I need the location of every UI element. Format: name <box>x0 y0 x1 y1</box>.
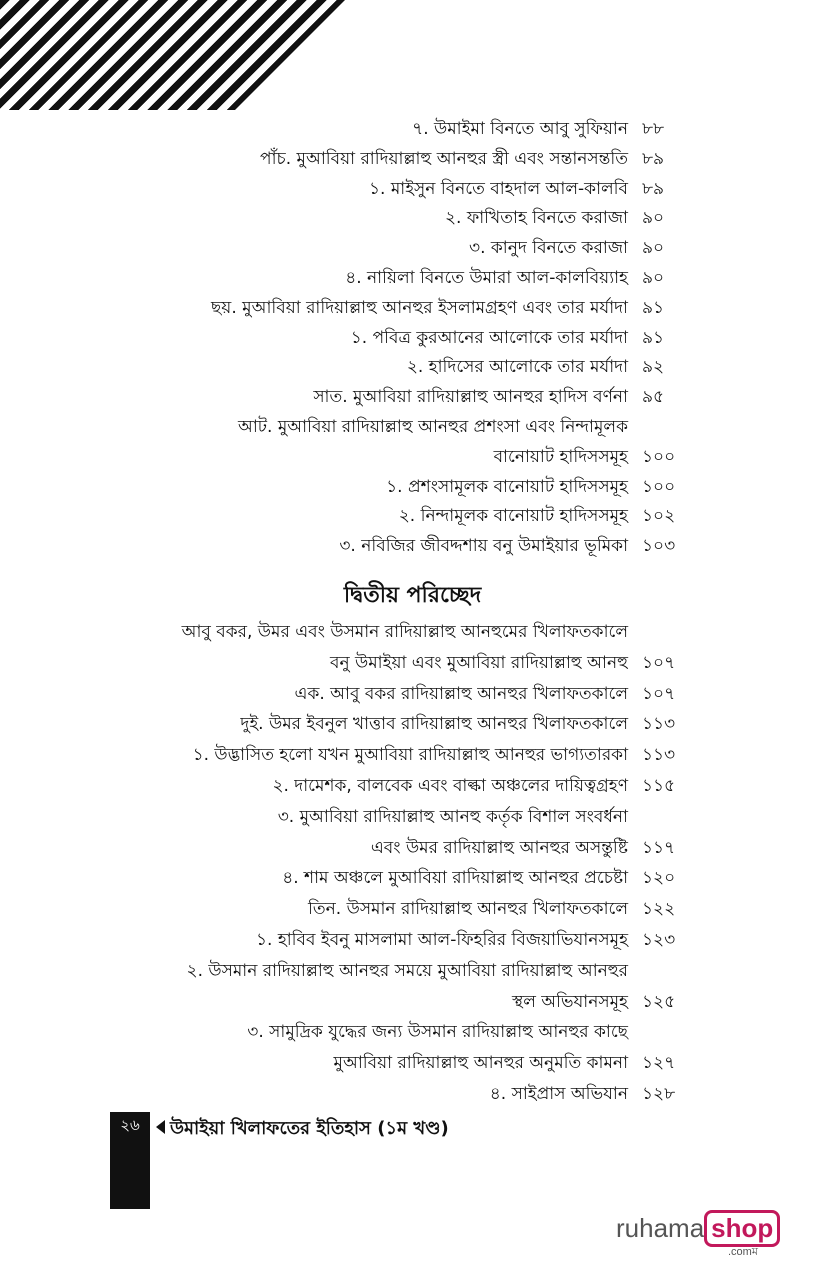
toc-entry-page: ১০৭ <box>642 683 676 704</box>
toc-entry <box>100 1080 692 1110</box>
toc-entry-title: বনু উমাইয়া এবং মুআবিয়া রাদিয়াল্লাহু আনহু <box>329 652 628 673</box>
toc-entry <box>100 649 692 679</box>
toc-entry <box>100 772 692 802</box>
toc-entry-title: এবং উমর রাদিয়াল্লাহু আনহুর অসন্তুষ্টি <box>370 837 628 858</box>
toc-entry-title: ৭. উমাইমা বিনতে আবু সুফিয়ান <box>412 119 628 139</box>
toc-entry-title: এক. আবু বকর রাদিয়াল্লাহু আনহুর খিলাফতকালে <box>294 683 628 704</box>
footer-page-number: ২৬ <box>120 1116 140 1134</box>
toc-entry-page: ৮৯ <box>642 148 665 169</box>
toc-entry-page: ৯২ <box>642 357 665 378</box>
toc-entry-title: ২. নিন্দামূলক বানোয়াট হাদিসসমূহ <box>398 506 628 527</box>
toc-entry-title: ৪. সাইপ্রাস অভিযান <box>489 1084 628 1104</box>
toc-entry-title: আট. মুআবিয়া রাদিয়াল্লাহু আনহুর প্রশংসা এবং নিন্দামূলক <box>237 417 628 437</box>
toc-entry <box>100 502 692 532</box>
toc-entry <box>100 443 692 473</box>
toc-entry-page: ৮৯ <box>642 178 665 199</box>
toc-entry <box>100 294 692 324</box>
footer-book-title: উমাইয়া খিলাফতের ইতিহাস (১ম খণ্ড) <box>170 1118 449 1139</box>
toc-entry-page: ৯০ <box>642 208 665 229</box>
toc-entry-title: ২. দামেশক, বালবেক এবং বাল্কা অঞ্চলের দায়িত্বগ্রহণ <box>272 776 628 796</box>
toc-entry <box>100 353 692 383</box>
brand-name-part1: ruhama <box>616 1213 705 1243</box>
toc-entry <box>100 834 692 864</box>
toc-entry <box>100 175 692 205</box>
toc-entry-title: মুআবিয়া রাদিয়াল্লাহু আনহুর অনুমতি কামনা <box>333 1053 628 1074</box>
toc-entry <box>100 532 692 562</box>
toc-entry-title: ৩. কানুদ বিনতে করাজা <box>469 238 628 259</box>
toc-entry-page: ১০০ <box>642 446 676 467</box>
toc-entry-page: ১২৮ <box>642 1084 676 1104</box>
toc-entry <box>100 264 692 294</box>
toc-entry-title: তিন. উসমান রাদিয়াল্লাহু আনহুর খিলাফতকালে <box>308 899 628 920</box>
toc-entry-page: ১০০ <box>642 476 676 497</box>
brand-logo <box>616 1210 780 1247</box>
toc-entry <box>100 618 692 648</box>
toc-entry-page: ১২৩ <box>642 930 676 950</box>
toc-entry <box>100 115 692 145</box>
toc-entry-title: আবু বকর, উমর এবং উসমান রাদিয়াল্লাহু আনহুমের খিলাফতকালে <box>181 622 628 642</box>
toc-entry <box>100 926 692 956</box>
toc-entry <box>100 680 692 710</box>
toc-entry-title: ১. মাইসুন বিনতে বাহদাল আল-কালবি <box>369 178 628 199</box>
toc-entry <box>100 413 692 443</box>
toc-entry <box>100 988 692 1018</box>
toc-entry-page: ১০৩ <box>642 536 676 557</box>
toc-entry-page: ১০২ <box>642 506 676 527</box>
toc-entry <box>100 234 692 264</box>
toc-entry-page: ৯০ <box>642 268 665 288</box>
toc-entry <box>100 710 692 740</box>
toc-entry <box>100 145 692 175</box>
toc-entry-page: ১১৩ <box>642 714 676 735</box>
toc-entry-page: ১২৭ <box>642 1053 676 1074</box>
brand-suffix: .comম <box>728 1246 758 1258</box>
toc-entry-page: ৯১ <box>642 297 665 318</box>
decorative-stripes <box>0 0 345 110</box>
toc-entry-page: ১০৭ <box>642 652 676 673</box>
toc-entry-page: ১২২ <box>642 899 676 920</box>
toc-entry-title: ৩. মুআবিয়া রাদিয়াল্লাহু আনহু কর্তৃক বিশাল সংবর্ধনা <box>277 806 628 827</box>
brand-name-part2: shop <box>704 1210 780 1247</box>
toc-entry <box>100 803 692 833</box>
toc-entry-title: ১. হাবিব ইবনু মাসলামা আল-ফিহরির বিজয়াভিযানসমূহ <box>255 930 628 950</box>
toc-entry-title: ২. হাদিসের আলোকে তার মর্যাদা <box>406 357 628 378</box>
toc-entry-title: সাত. মুআবিয়া রাদিয়াল্লাহু আনহুর হাদিস বর্ণনা <box>313 387 628 408</box>
toc-entry-title: ৪. নায়িলা বিনতে উমারা আল-কালবিয়্যাহ <box>345 268 628 288</box>
toc-entry <box>100 324 692 354</box>
toc-entry-page: ৯১ <box>642 327 665 348</box>
toc-entry-title: বানোয়াট হাদিসসমূহ <box>493 446 628 467</box>
toc-entry-page: ১২০ <box>642 868 676 889</box>
toc-entry-title: পাঁচ. মুআবিয়া রাদিয়াল্লাহু আনহুর স্ত্রী এবং সন্তানসন্ততি <box>260 148 628 169</box>
toc-entry <box>100 864 692 894</box>
toc-entry-title: ২. ফাখিতাহ বিনতে করাজা <box>444 208 628 229</box>
toc-entry-title: ১. প্রশংসামূলক বানোয়াট হাদিসসমূহ <box>386 476 628 497</box>
toc-entry-title: ৩. নবিজির জীবদ্দশায় বনু উমাইয়ার ভূমিকা <box>339 536 628 557</box>
toc-entry-page: ১২৫ <box>642 991 676 1012</box>
toc-entry-page: ১১৫ <box>642 776 676 796</box>
toc-entry <box>100 383 692 413</box>
toc-entry-page: ১১৩ <box>642 745 676 766</box>
toc-entry-title: স্থল অভিযানসমূহ <box>511 991 628 1012</box>
toc-entry <box>100 895 692 925</box>
toc-entry <box>100 1018 692 1048</box>
toc-entry-page: ১১৭ <box>642 837 676 858</box>
toc-entry-title: ছয়. মুআবিয়া রাদিয়াল্লাহু আনহুর ইসলামগ্রহণ এবং তার মর্যাদা <box>211 297 628 318</box>
toc-entry-title: ৩. সামুদ্রিক যুদ্ধের জন্য উসমান রাদিয়াল্লাহু আনহুর কাছে <box>247 1022 628 1043</box>
toc-entry <box>100 741 692 771</box>
section-heading: দ্বিতীয় পরিচ্ছেদ <box>343 583 482 608</box>
toc-entry <box>100 957 692 987</box>
footer-arrow-icon <box>156 1120 165 1134</box>
toc-entry <box>100 1049 692 1079</box>
toc-entry-title: ১. উদ্ভাসিত হলো যখন মুআবিয়া রাদিয়াল্লাহু আনহুর ভাগ্যতারকা <box>192 745 628 766</box>
toc-entry-title: দুই. উমর ইবনুল খাত্তাব রাদিয়াল্লাহু আনহুর খিলাফতকালে <box>240 714 628 735</box>
toc-entry-page: ৯৫ <box>642 387 665 408</box>
toc-entry-title: ১. পবিত্র কুরআনের আলোকে তার মর্যাদা <box>350 327 628 348</box>
toc-entry <box>100 204 692 234</box>
toc-entry-title: ৪. শাম অঞ্চলে মুআবিয়া রাদিয়াল্লাহু আনহুর প্রচেষ্টা <box>282 868 628 889</box>
toc-entry-page: ৮৮ <box>642 119 665 139</box>
toc-entry-title: ২. উসমান রাদিয়াল্লাহু আনহুর সময়ে মুআবিয়া রাদিয়াল্লাহু আনহুর <box>186 960 628 981</box>
toc-entry <box>100 473 692 503</box>
toc-entry-page: ৯০ <box>642 238 665 259</box>
